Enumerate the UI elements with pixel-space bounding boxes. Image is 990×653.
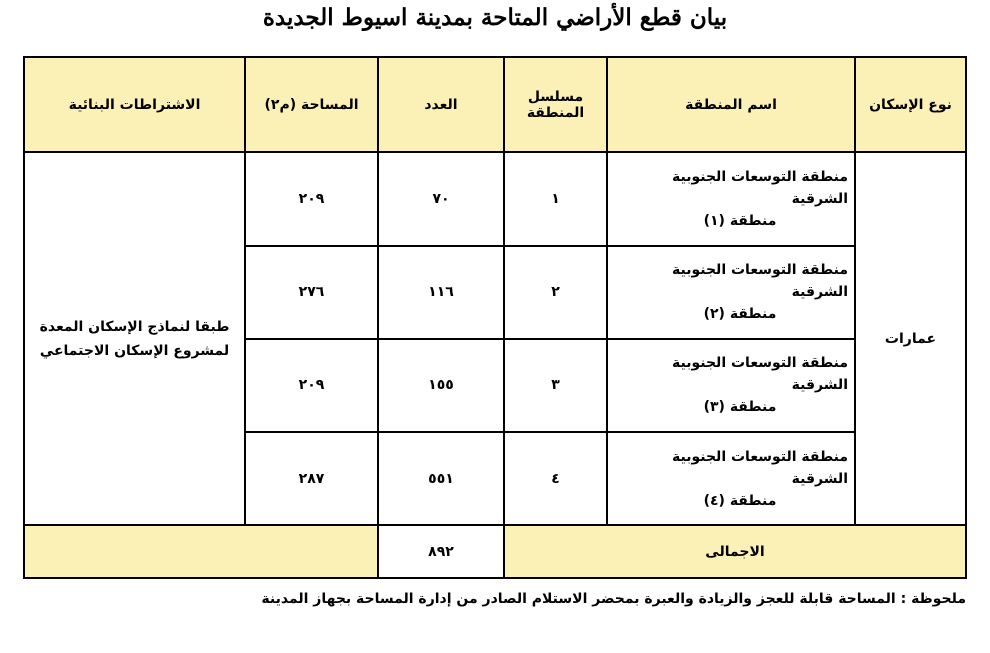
- count-cell: ٥٥١: [378, 432, 504, 525]
- zone-serial-cell: ٢: [504, 246, 607, 339]
- table-row: [24, 152, 966, 245]
- zone-number-line: منطقة (٣): [703, 399, 777, 416]
- zone-name-cell: [607, 152, 855, 245]
- zone-name-cell: [607, 246, 855, 339]
- total-row: [24, 525, 966, 578]
- area-cell: ٢٨٧: [245, 432, 378, 525]
- count-cell: ٧٠: [378, 152, 504, 245]
- zone-number-line: منطقة (٢): [703, 306, 777, 323]
- zone-name-line: منطقة التوسعات الجنوبية الشرقية: [672, 168, 848, 207]
- area-cell: ٢٠٩: [245, 339, 378, 432]
- header-zone-name: اسم المنطقة: [607, 57, 855, 152]
- zone-serial-cell: ٤: [504, 432, 607, 525]
- zone-serial-cell: ٣: [504, 339, 607, 432]
- table-header-row: [24, 57, 966, 152]
- area-cell: ٢٧٦: [245, 246, 378, 339]
- zone-name-line: منطقة التوسعات الجنوبية الشرقية: [672, 448, 848, 487]
- total-label-cell: الاجمالى: [504, 525, 966, 578]
- footnote: ملحوظة : المساحة قابلة للعجز والزيادة والعبرة بمحضر الاستلام الصادر من إدارة المساحة بجهاز المدينة: [261, 591, 966, 607]
- zone-name-cell: [607, 432, 855, 525]
- count-cell: ١٥٥: [378, 339, 504, 432]
- zone-serial-cell: ١: [504, 152, 607, 245]
- land-plots-table: [23, 56, 967, 579]
- zone-number-line: منطقة (١): [703, 212, 777, 229]
- count-cell: ١١٦: [378, 246, 504, 339]
- conditions-cell: طبقا لنماذج الإسكان المعدة لمشروع الإسكان الاجتماعي: [24, 152, 245, 525]
- zone-name-line: منطقة التوسعات الجنوبية الشرقية: [672, 262, 848, 301]
- header-conditions: الاشتراطات البنائية: [24, 57, 245, 152]
- total-empty-cell: [24, 525, 378, 578]
- housing-type-cell: عمارات: [855, 152, 966, 525]
- header-area: المساحة (م٢): [245, 57, 378, 152]
- header-count: العدد: [378, 57, 504, 152]
- header-housing-type: نوع الإسكان: [855, 57, 966, 152]
- zone-name-cell: [607, 339, 855, 432]
- page-title: بيان قطع الأراضي المتاحة بمدينة اسيوط الجديدة: [262, 4, 728, 31]
- header-zone-serial: مسلسل المنطقة: [504, 57, 607, 152]
- zone-number-line: منطقة (٤): [703, 492, 777, 509]
- area-cell: ٢٠٩: [245, 152, 378, 245]
- zone-name-line: منطقة التوسعات الجنوبية الشرقية: [672, 355, 848, 394]
- total-count-cell: ٨٩٢: [378, 525, 504, 578]
